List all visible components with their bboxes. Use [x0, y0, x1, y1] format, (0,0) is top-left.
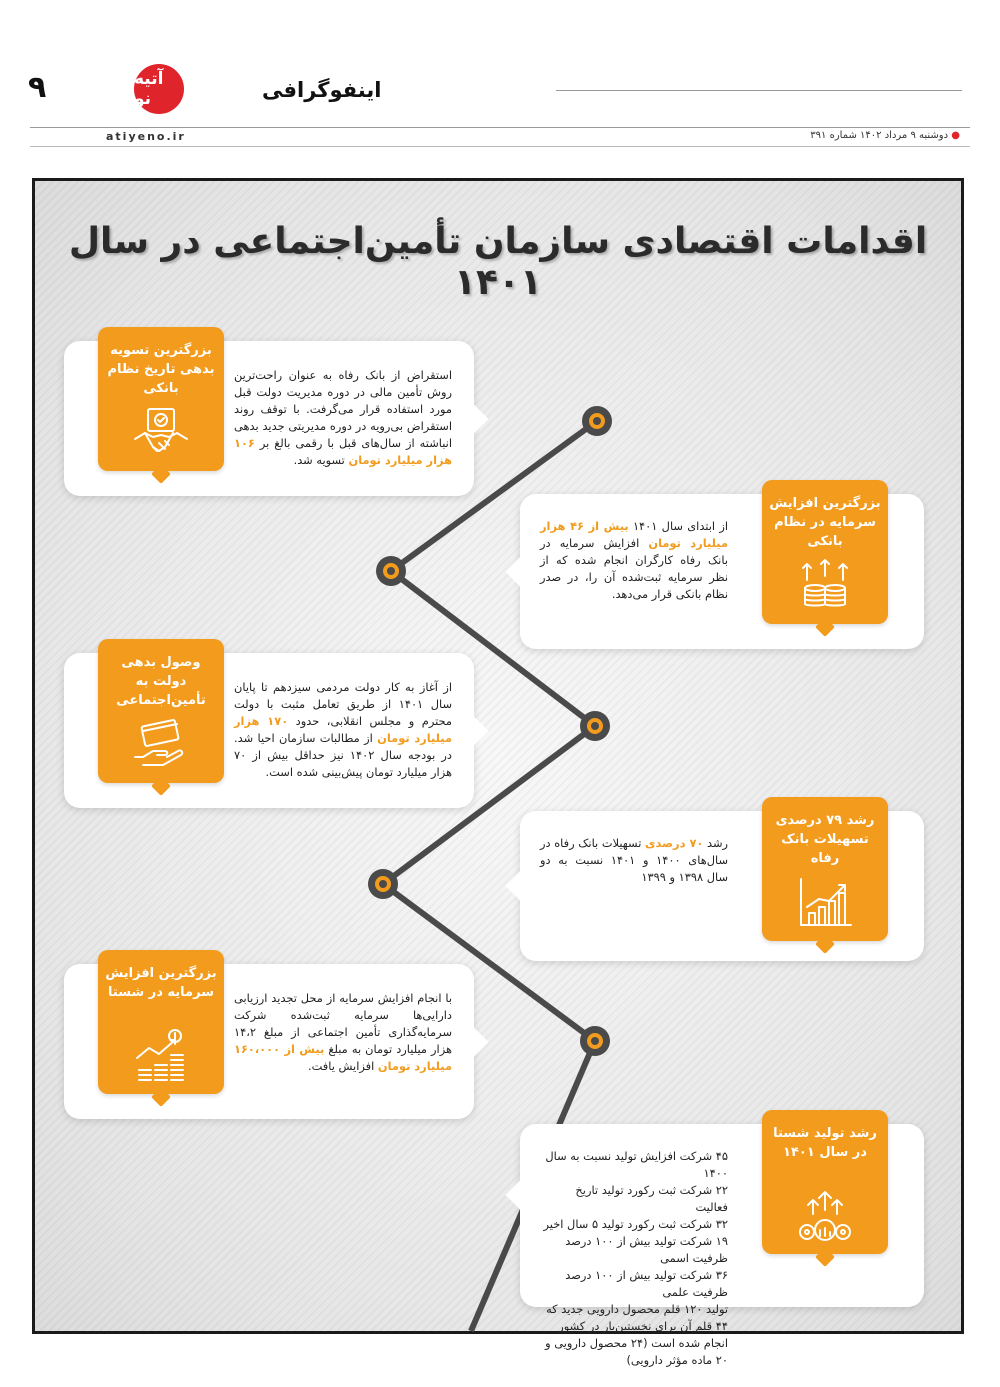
info-card	[520, 494, 924, 649]
newspaper-logo[interactable]	[134, 64, 184, 114]
list-item: ۴۵ شرکت افزایش تولید نسبت به سال ۱۴۰۰	[545, 1149, 728, 1180]
header-divider	[30, 146, 970, 147]
infographic-title: اقدامات اقتصادی سازمان تأمین‌اجتماعی در سال ۱۴۰۱	[68, 221, 928, 303]
logo-text: آتیه نو	[134, 69, 164, 109]
info-badge	[98, 950, 224, 1094]
badge-title: بزرگترین تسویه بدهی تاریخ نظام بانکی	[107, 343, 215, 396]
card-text	[234, 679, 452, 781]
list-item: ۳۲ شرکت ثبت رکورد تولید ۵ سال اخیر	[543, 1217, 728, 1231]
list-item: ۱۹ شرکت تولید بیش از ۱۰۰ درصد ظرفیت اسمی	[565, 1234, 728, 1265]
badge-title: رشد ۷۹ درصدی تسهیلات بانک رفاه	[775, 813, 875, 866]
info-card	[520, 1124, 924, 1367]
timeline-node	[376, 556, 406, 586]
card-text-part: تسویه شد.	[293, 453, 345, 467]
issue-date-line: ● دوشنبه ۹ مرداد ۱۴۰۲ شماره ۳۹۱	[810, 130, 960, 141]
badge-tag	[151, 464, 171, 484]
card-text-part: رشد	[706, 836, 729, 850]
card-text-list	[540, 1148, 728, 1369]
card-text	[540, 518, 728, 603]
timeline-node	[368, 869, 398, 899]
list-item: ۳۶ شرکت تولید بیش از ۱۰۰ درصد ظرفیت علمی	[565, 1268, 728, 1299]
info-badge	[762, 797, 888, 941]
card-text	[234, 367, 452, 469]
timeline-node	[582, 406, 612, 436]
card-text-part: از ابتدای سال ۱۴۰۱	[632, 519, 728, 533]
card-text-part: استقراض از بانک رفاه به عنوان راحت‌ترین روش تأمین مالی در دوره مدیریت دولت قبل مورد استفاده قرار می‌گرفت. با توقف روند استقراض بی‌رویه در دوره مدیریتی جدید بدهی انباشته از سال‌های قبل با رقمی بالغ بر	[234, 368, 452, 450]
page-number: ۹	[28, 70, 47, 105]
bar-chart-icon	[795, 875, 855, 931]
card-text	[234, 990, 452, 1075]
badge-tag	[815, 934, 835, 954]
list-item: تولید ۱۲۰ قلم محصول دارویی جدید که ۴۴ قلم آن برای نخستین‌بار در کشور انجام شده است (۲۴ محصول دارویی و ۲۰ ماده مؤثر دارویی)	[545, 1302, 728, 1367]
card-highlight: ۱۰۶ هزار میلیارد تومان	[234, 436, 452, 467]
card-payment-icon	[131, 717, 191, 773]
info-badge	[98, 639, 224, 783]
handshake-icon	[131, 405, 191, 461]
section-title: اینفوگرافی	[262, 78, 382, 102]
badge-title: بزرگترین افزایش سرمایه در شستا	[105, 966, 217, 1000]
gears-icon	[795, 1188, 855, 1244]
badge-title: بزرگترین افزایش سرمایه در نظام بانکی	[769, 496, 881, 549]
card-text-part: تسهیلات بانک رفاه در سال‌های ۱۴۰۰ و ۱۴۰۱ نسبت به دو سال ۱۳۹۸ و ۱۳۹۹	[540, 836, 728, 884]
badge-tag	[815, 1247, 835, 1267]
info-card	[64, 653, 474, 808]
info-badge	[762, 480, 888, 624]
info-card	[64, 341, 474, 496]
coin-stack-icon	[131, 1028, 191, 1084]
badge-title: وصول بدهی دولت به تأمین‌اجتماعی	[116, 655, 206, 708]
info-card	[64, 964, 474, 1119]
card-highlight: بیش از ۱۶۰،۰۰۰ میلیارد تومان	[234, 1042, 452, 1073]
card-highlight: بیش از ۴۶ هزار میلیارد تومان	[540, 519, 728, 550]
timeline-node	[580, 711, 610, 741]
card-text-part: افزایش سرمایه در بانک رفاه کارگران انجام شده که از نظر سرمایه ثبت‌شده آن را، در صدر نظام بانکی قرار می‌دهد.	[540, 536, 728, 601]
card-text-part: افزایش یافت.	[307, 1059, 375, 1073]
list-item: ۲۲ شرکت ثبت رکورد تولید تاریخ فعالیت	[575, 1183, 728, 1214]
info-card	[520, 811, 924, 961]
issue-date-text: دوشنبه ۹ مرداد ۱۴۰۲ شماره ۳۹۱	[810, 130, 949, 141]
timeline-node	[580, 1026, 610, 1056]
card-highlight: ۱۷۰ هزار میلیارد تومان	[234, 714, 452, 745]
header-divider	[30, 127, 970, 128]
infographic-frame	[32, 178, 964, 1367]
info-badge	[98, 327, 224, 471]
card-text-part: از مطالبات سازمان احیا شد. در بودجه سال ۱۴۰۲ نیز حداقل بیش از ۷۰ هزار میلیارد تومان پیش‌بینی شده است.	[234, 731, 452, 779]
card-text-part: از آغاز به کار دولت مردمی سیزدهم تا پایان سال ۱۴۰۱ از طریق تعامل مثبت با دولت محترم و مجلس انقلابی، حدود	[234, 680, 452, 728]
card-text-part: با انجام افزایش سرمایه از محل تجدید ارزیابی دارایی‌ها سرمایه ثبت‌شده شرکت سرمایه‌گذاری تأمین اجتماعی از مبلغ ۱۴،۲ هزار میلیارد تومان به مبلغ	[234, 991, 453, 1056]
card-text	[540, 835, 728, 886]
badge-tag	[815, 617, 835, 637]
card-highlight: ۷۰ درصدی	[645, 836, 704, 850]
badge-tag	[151, 776, 171, 796]
site-url[interactable]: atiyeno.ir	[106, 130, 186, 143]
header-divider	[556, 90, 962, 91]
coins-growth-icon	[795, 558, 855, 614]
badge-title: رشد تولید شستا در سال ۱۴۰۱	[773, 1126, 877, 1160]
badge-tag	[151, 1087, 171, 1107]
info-badge	[762, 1110, 888, 1254]
